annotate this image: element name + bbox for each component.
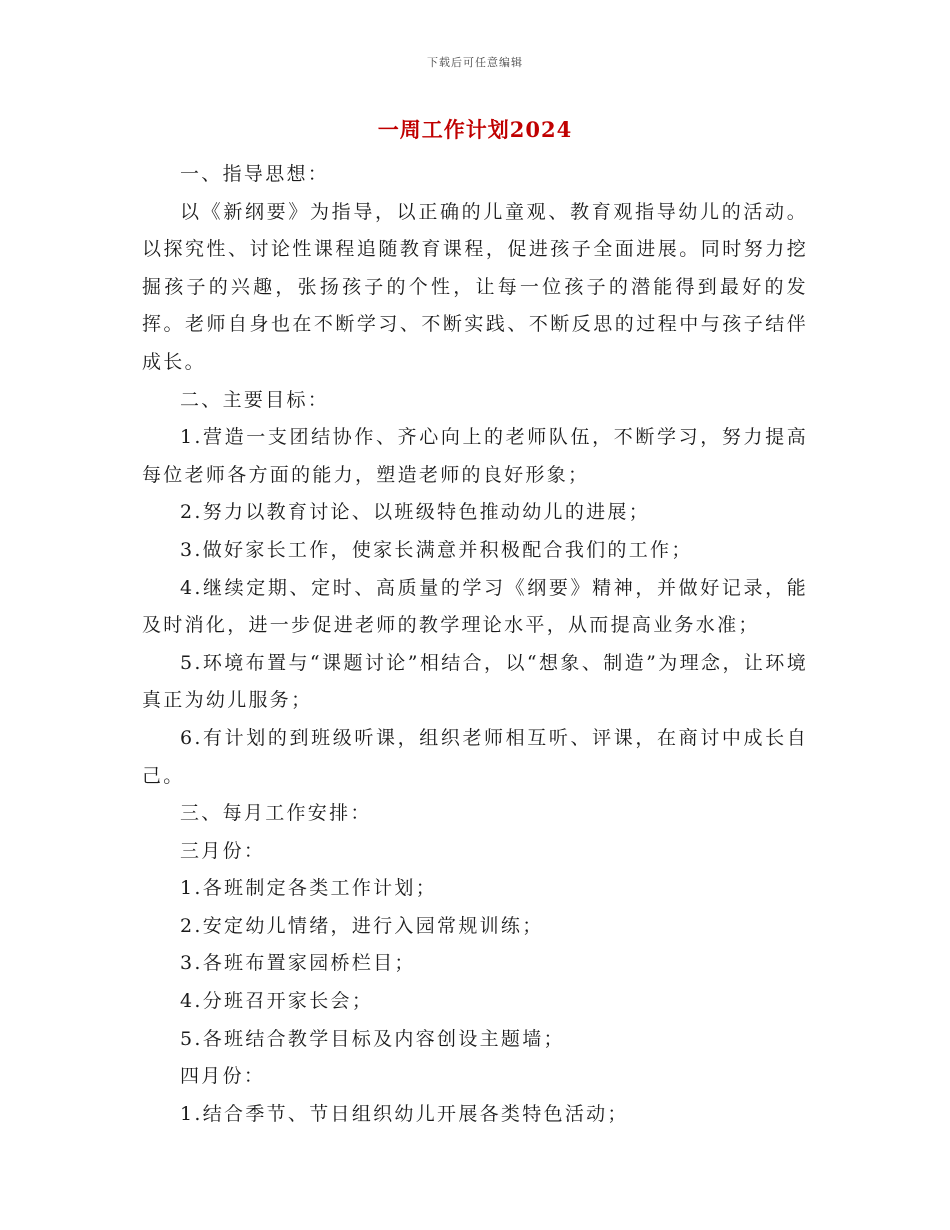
document-body (142, 156, 808, 1133)
goal-item-4: 4.继续定期、定时、高质量的学习《纲要》精神，并做好记录，能及时消化，进一步促进老师的教学理论水平，从而提高业务水准； (142, 576, 808, 637)
march-item-5: 5.各班结合教学目标及内容创设主题墙； (180, 1027, 565, 1050)
march-item-4: 4.分班召开家长会； (180, 990, 374, 1013)
header-note: 下载后可任意编辑 (427, 56, 523, 69)
section-heading-monthly-plan: 三、每月工作安排： (180, 802, 372, 825)
goal-item-1: 1.营造一支团结协作、齐心向上的老师队伍，不断学习，努力提高每位老师各方面的能力，塑造老师的良好形象； (142, 426, 808, 486)
goal-item-6: 6.有计划的到班级听课，组织老师相互听、评课，在商讨中成长自己。 (142, 726, 808, 787)
section-heading-main-goals: 二、主要目标： (180, 388, 330, 411)
section-heading-guiding-thought: 一、指导思想： (180, 163, 330, 185)
goal-item-2: 2.努力以教育讨论、以班级特色推动幼儿的进展； (180, 501, 651, 524)
document-title: 一周工作计划2024 (377, 117, 573, 142)
goal-item-3: 3.做好家长工作，使家长满意并积极配合我们的工作； (180, 538, 693, 561)
march-item-1: 1.各班制定各类工作计划； (180, 877, 438, 900)
april-item-1: 1.结合季节、节日组织幼儿开展各类特色活动； (180, 1102, 629, 1125)
goal-item-5: 5.环境布置与“课题讨论”相结合，以“想象、制造”为理念，让环境真正为幼儿服务； (142, 651, 808, 712)
paragraph-guiding-thought: 以《新纲要》为指导，以正确的儿童观、教育观指导幼儿的活动。以探究性、讨论性课程追随教育课程，促进孩子全面进展。同时努力挖掘孩子的兴趣，张扬孩子的个性，让每一位孩子的潜能得到最好的发挥。老师自身也在不断学习、不断实践、不断反思的过程中与孩子结伴成长。 (142, 200, 808, 373)
march-item-2: 2.安定幼儿情绪，进行入园常规训练； (180, 914, 544, 937)
month-heading-april: 四月份： (180, 1065, 266, 1088)
march-item-3: 3.各班布置家园桥栏目； (180, 952, 416, 975)
month-heading-march: 三月份： (180, 839, 266, 862)
